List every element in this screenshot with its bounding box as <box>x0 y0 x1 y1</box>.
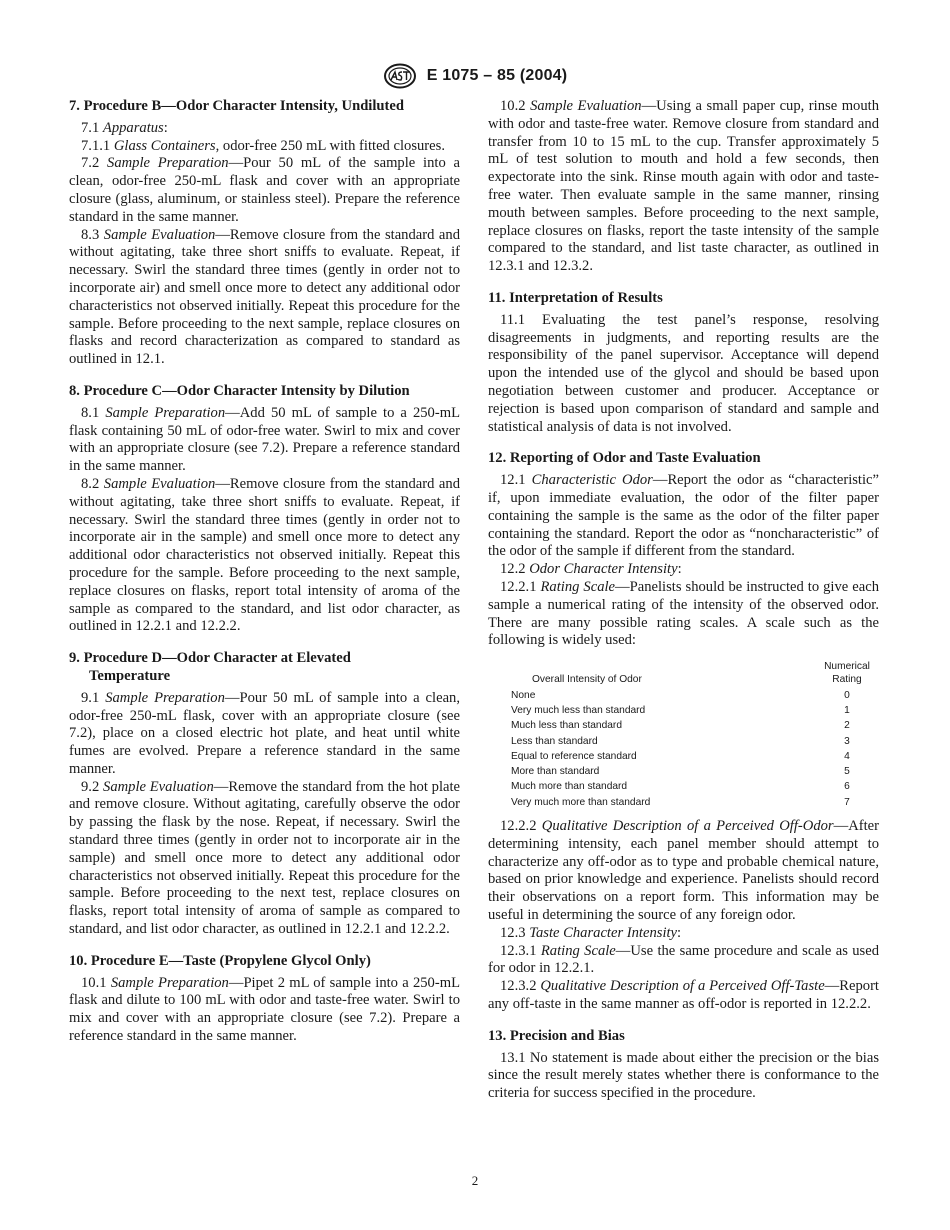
paragraph-8-1: 8.1 Sample Preparation—Add 50 mL of sample to a 250-mL flask containing 50 mL of odor-free water. Swirl to mix and cover with an appropriate closure (see 7.2). Prepare a reference standard in the same manner. <box>69 404 460 475</box>
left-column <box>69 98 460 1046</box>
paragraph-12-3-2: 12.3.2 Qualitative Description of a Perceived Off-Taste—Report any off-taste in the same manner as off-odor is reported in 12.2.2. <box>488 978 879 1013</box>
rating-label: Equal to reference standard <box>511 750 637 762</box>
paragraph-7-1-1: 7.1.1 Glass Containers, odor-free 250 mL with fitted closures. <box>81 137 445 154</box>
rating-value: 4 <box>844 750 850 762</box>
odor-rating-table <box>510 659 884 810</box>
paragraph-8-2: 8.2 Sample Evaluation—Remove closure from the standard and without agitating, take three short sniffs to evaluate. Repeat, if necessary. Swirl the standard three times (gently in order not to incorporate air in the sample) and smell once more to detect any additional odor characteristics not observed initially. Repeat this procedure for the sample. Before proceeding to the next sample, replace closures on flasks, report total intensity of aroma of the sample as compared to the standard, and list odor character, as outlined in 12.2.1 and 12.2.2. <box>69 475 460 635</box>
rating-value: 6 <box>844 781 850 793</box>
rating-label: Much less than standard <box>511 720 622 732</box>
rating-label: Much more than standard <box>511 781 628 793</box>
table-row <box>510 749 884 764</box>
standard-designation: E 1075 – 85 (2004) <box>426 67 568 84</box>
rating-label: Less than standard <box>511 735 598 747</box>
right-column <box>488 98 879 1103</box>
paragraph-9-2: 9.2 Sample Evaluation—Remove the standard from the hot plate and remove closure. Without agitating, carefully observe the odor by passing the flask by the nose. Repeat, if necessary. Swirl the standard three times (gently in order not to incorporate air in the sample) and smell once more to detect any additional odor characteristics not observed initially. Repeat this procedure for the sample. Before proceeding to the next test, replace closures on flasks, report total intensity of aroma of sample as compared to standard, and list odor character, as outlined in 12.2.1 and 12.2.2. <box>69 778 461 938</box>
table-row <box>510 779 884 794</box>
paragraph-10-2: 10.2 Sample Evaluation—Using a small paper cup, rinse mouth with odor and taste-free water. Remove closure from standard and transfer from 10 to 15 mL to the cup. Transfer approximately 5 mL of test solution to mouth and hold a few seconds, then expectorate into the sink. Rinse mouth again with odor and taste-free water. Then evaluate sample in the same manner, rinsing mouth between samples. Before proceeding to the next sample, replace closures on flasks, report the taste intensity of the sample compared to the standard, and list taste character, as outlined in 12.3.1 and 12.3.2. <box>488 98 879 275</box>
section-11-heading: 11. Interpretation of Results <box>488 289 663 306</box>
rating-value: 0 <box>844 689 850 701</box>
paragraph-7-2: 7.2 Sample Preparation—Pour 50 mL of the sample into a clean, odor-free 250-mL flask and cover with an appropriate closure (glass, aluminum, or stainless steel). Prepare the reference standard in the same manner. <box>69 155 460 225</box>
paragraph-12-1: 12.1 Characteristic Odor—Report the odor as “characteristic” if, upon immediate evaluation, the odor of the filter paper containing the sample is the same as the odor of the filter paper containing the standard. Report the odor as “noncharacteristic” of the odor of the sample if different from the standard. <box>488 472 879 560</box>
paragraph-7-1: 7.1 Apparatus: <box>81 119 168 136</box>
rating-value: 7 <box>844 796 850 808</box>
paragraph-12-3: 12.3 Taste Character Intensity: <box>500 924 682 941</box>
paragraph-10-1: 10.1 Sample Preparation—Pipet 2 mL of sample into a 250-mL flask and dilute to 100 mL with odor and taste-free water. Swirl to mix and cover with an appropriate closure (see 7.2). Prepare a reference standard in the same manner. <box>69 974 460 1045</box>
rating-value: 1 <box>844 705 850 716</box>
page-header <box>0 63 950 89</box>
paragraph-11-1: 11.1 Evaluating the test panel’s response, resolving disagreements in judgments, and reporting results are the responsibility of the panel supervisor. Acceptance will depend upon the intended use of the glycol and should be based upon negotiation between customer and producer. Acceptance or rejection is based upon comparison of standard and sample and statistical analysis of data is not involved. <box>488 311 879 435</box>
section-7-heading: 7. Procedure B—Odor Character Intensity, Undiluted <box>69 98 404 114</box>
rating-value: 3 <box>844 735 850 747</box>
section-13-heading: 13. Precision and Bias <box>488 1027 625 1044</box>
rating-label: Very much less than standard <box>511 705 646 716</box>
paragraph-9-1: 9.1 Sample Preparation—Pour 50 mL of sample into a clean, odor-free 250-mL flask, cover with an appropriate closure (see 7.2), place on a closed electric hot plate, and heat until white fumes are evolved. Prepare a reference standard in the same manner. <box>69 689 460 777</box>
rating-table-header-rating: Numerical Rating <box>824 661 870 686</box>
table-row <box>510 718 884 733</box>
paragraph-12-2-2: 12.2.2 Qualitative Description of a Perceived Off-Odor—After determining intensity, each panel member should attempt to characterize any off-odor as to type and probable chemical nature, based on prior knowledge and experience. Panelists should record their observations on a report form. This information may be useful in determining the source of any foreign odor. <box>488 818 879 924</box>
section-9-heading: 9. Procedure D—Odor Character at Elevated Temperature <box>69 650 351 684</box>
paragraph-12-3-1: 12.3.1 Rating Scale—Use the same procedure and scale as used for odor in 12.2.1. <box>488 942 880 977</box>
section-12-heading: 12. Reporting of Odor and Taste Evaluation <box>488 450 761 467</box>
section-10-heading: 10. Procedure E—Taste (Propylene Glycol Only) <box>69 952 371 969</box>
paragraph-12-2-1: 12.2.1 Rating Scale—Panelists should be instructed to give each sample a numerical rating of the intensity of the observed odor. There are many possible rating scales. A scale such as the following is widely used: <box>488 578 880 649</box>
rating-value: 5 <box>844 766 850 778</box>
astm-logo-icon <box>383 63 417 89</box>
rating-value: 2 <box>844 720 850 732</box>
rating-table-header-intensity: Overall Intensity of Odor <box>532 674 642 686</box>
rating-label: Very much more than standard <box>511 796 651 808</box>
rating-label: None <box>511 689 536 701</box>
table-row <box>510 688 884 703</box>
page-number: 2 <box>471 1173 479 1188</box>
table-row <box>510 734 884 749</box>
paragraph-12-2: 12.2 Odor Character Intensity: <box>500 561 682 578</box>
paragraph-13-1: 13.1 No statement is made about either the precision or the bias since the result merely states whether there is conformance to the criteria for success specified in the procedure. <box>488 1049 879 1102</box>
table-row <box>510 703 884 718</box>
section-8-heading: 8. Procedure C—Odor Character Intensity by Dilution <box>69 382 410 399</box>
table-row <box>510 795 884 810</box>
paragraph-8-3: 8.3 Sample Evaluation—Remove closure from the standard and without agitating, take three short sniffs to evaluate. Repeat, if necessary. Swirl the standard three times (gently in order not to incorporate air) and smell once more to detect any additional odor characteristics not observed initially. Repeat this procedure for the sample. Before proceeding to the next sample, replace closures on flasks and record characterization as compared to standard as outlined in 12.1. <box>69 226 460 368</box>
table-row <box>510 764 884 779</box>
rating-label: More than standard <box>511 766 600 778</box>
